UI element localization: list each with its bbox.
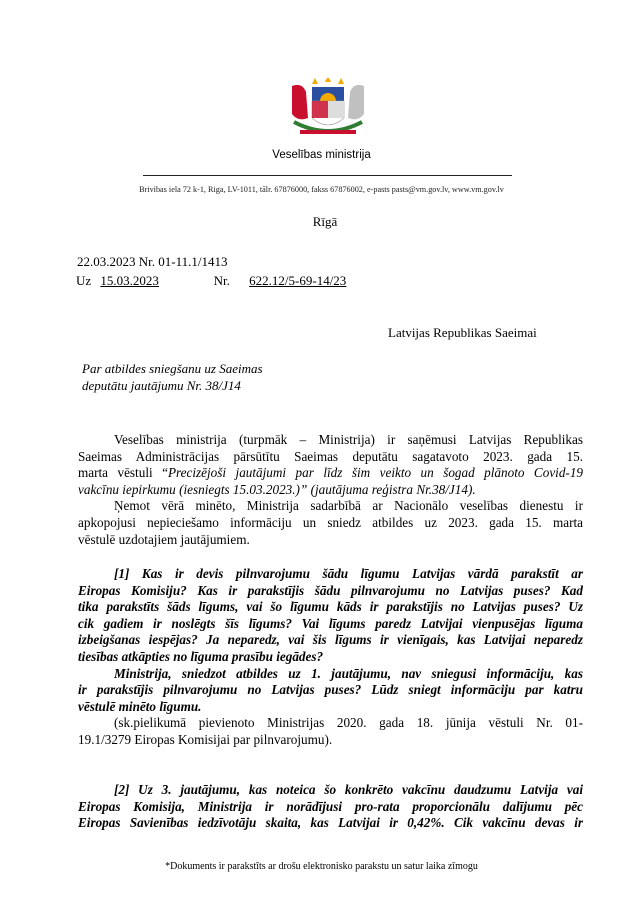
answer-line: 19.1/3279 Eiropas Komisijai par pilnvarojumu). (78, 731, 333, 747)
text-line: Saeimas Administrācijas pārsūtītu Saeimas deputātu sagatavoto 2023. gada 15. (78, 448, 583, 464)
question-line: izbeigšanas iespējas? Ja neparedz, vai šis līgums ir vienīgais, kas Latvijai neparedz (78, 632, 583, 648)
question-2 (78, 782, 583, 832)
question-line: [2] Uz 3. jautājumu, kas noteica šo konkrēto vakcīnu daudzumu Latvija vai (114, 782, 583, 797)
header-divider (143, 175, 512, 176)
reference-number: 622.12/5-69-14/23 (249, 273, 347, 288)
subject-line: Par atbildes sniegšanu uz Saeimas (82, 361, 263, 376)
text-line: marta vēstuli “ (78, 465, 168, 481)
reference-line (76, 273, 346, 289)
paragraph-intro (78, 432, 583, 548)
text-line: apkopojusi nepieciešamo informāciju un sniedz atbildes uz 2023. gada 15. marta (78, 514, 583, 530)
nr-label: Nr. (213, 273, 230, 288)
document-date-number: 22.03.2023 Nr. 01-11.1/1413 (77, 254, 228, 269)
question-line: vēstulē minēto līgumu. (78, 698, 202, 714)
text-line: Ņemot vērā minēto, Ministrija sadarbībā ar Nacionālo veselības dienestu ir (114, 498, 583, 514)
subject (82, 360, 263, 394)
signature-note: *Dokuments ir parakstīts ar drošu elektronisko parakstu un satur laika zīmogu (165, 861, 478, 872)
question-line: ir parakstījis pilnvarojumu no Latvijas puses? Lūdz sniegt informāciju par katru (78, 682, 583, 698)
question-1 (78, 566, 583, 749)
subject-line: deputātu jautājumu Nr. 38/J14 (82, 378, 241, 393)
question-line: cik gadiem ir noslēgts šīs līgums? Vai līgums paredz Latvijai vienpusējas līguma (78, 615, 583, 631)
question-line: tika parakstīts šāds līgums, vai šo līgumu kāds ir parakstījis no Latvijas puses? Uz (78, 599, 583, 615)
question-line: [1] Kas ir devis pilnvarojumu šādu līgumu Latvijas vārdā parakstīt ar (114, 566, 583, 581)
city: Rīgā (312, 214, 338, 229)
question-line: tiesības atkāpties no līguma prasību iegādes? (78, 648, 324, 664)
coat-of-arms-logo (282, 78, 374, 144)
addressee: Latvijas Republikas Saeimai (388, 325, 537, 340)
reference-date: 15.03.2023 (100, 273, 159, 288)
question-line: Ministrija, sniedzot atbildes uz 1. jautājumu, nav sniegusi informāciju, kas (114, 665, 583, 681)
question-line: Eiropas Savienības iedzīvotāju skaita, kas Latvijai ir 0,42%. Cik vakcīnu devas ir (78, 815, 583, 831)
letter-title: vakcīnu iepirkumu (iesniegts 15.03.2023.)” (jautājuma reģistra Nr.38/J14). (78, 481, 476, 497)
answer-line: (sk.pielikumā pievienoto Ministrijas 2020. gada 18. jūnija vēstuli Nr. 01- (114, 715, 583, 731)
question-line: Eiropas Komisiju? Kas ir parakstījis šādu pilnvarojumu no Latvijas puses? Kad (78, 582, 583, 598)
text-line: vēstulē uzdotajiem jautājumiem. (78, 531, 250, 547)
text-line: Veselības ministrija (turpmāk – Ministrija) ir saņēmusi Latvijas Republikas (114, 432, 583, 447)
letter-title: Precizējoši jautājumi par līdz šim veikto un šogad plānoto Covid-19 (167, 465, 584, 481)
uz-label: Uz (76, 273, 92, 288)
ministry-address: Brivibas iela 72 k-1, Riga, LV-1011, tālr. 67876000, fakss 67876002, e-pasts pasts@vm.gov.lv, www.vm.gov.lv (139, 185, 504, 194)
question-line: Eiropas Komisija, Ministrija ir norādījusi pro-rata proporcionālu dalījumu pēc (78, 798, 583, 814)
ministry-name: Veselības ministrija (272, 149, 371, 161)
